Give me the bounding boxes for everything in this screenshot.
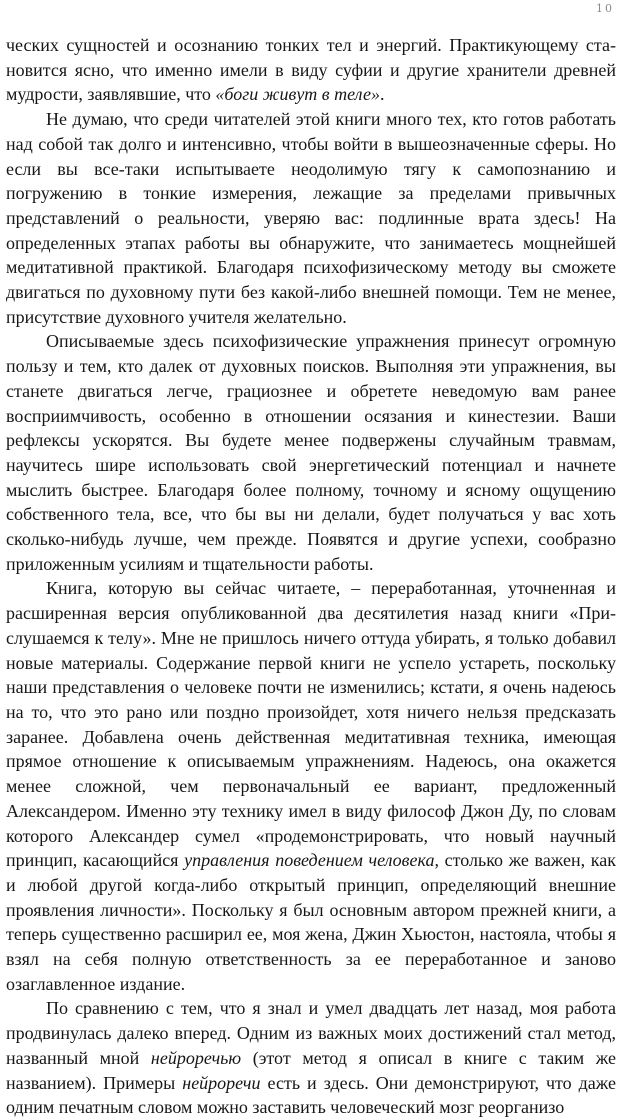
- text-run: столько же важен, как и любой другой когда-либо открытый принцип, определяющий внешние проявления личности». Поскольку я был основным автором прежней книги, а теперь существенно расширил ее, моя жена, Джин Хьюстон, настояла, чтобы я взял на себя полную ответственность за ее переработанное и заново озаглавленное издание.: [6, 850, 617, 994]
- text-run: Не думаю, что среди читателей этой книги много тех, кто готов работать над собой так долго и интенсивно, чтобы войти в вышеозначенные сферы. Но если вы все-таки испытываете неодолимую тягу к самопознанию и погружению в тонкие измерения, лежащие за пределами привычных представлений о реальности, уверяю вас: подлинные врата здесь! На определенных этапах работы вы обнаружите, что занимаетесь мощнейшей медитативной практикой. Благодаря психофизическому методу вы сможете двигаться по духовному пути без какой-либо внешней помощи. Тем не менее, присутствие духовного учителя желательно.: [6, 109, 616, 327]
- paragraph-p1: [6, 33, 616, 107]
- italic-run: нейроречью: [150, 1047, 242, 1068]
- text-run: Описываемые здесь психофизические упражнения принесут огромную пользу и тем, кто далек от духовных поисков. Выполняя эти упражнения, вы станете двигаться легче, грациознее и обретете неведомую вам ранее восприимчивость, особенно в отношении осязания и кинестезии. Ваши рефлексы ускорятся. Вы будете менее подвержены случайным травмам, научитесь шире использовать свой энергетический потенциал и начнете мыслить быстрее. Благодаря более полному, точному и ясному ощущению собственного тела, все, что бы вы ни делали, будет получаться у вас хоть сколько-нибудь лучше, чем прежде. Появятся и другие успехи, сообразно приложенным усилиям и тщательности работы.: [6, 331, 616, 574]
- paragraph-p3: [6, 329, 616, 576]
- paragraph-p5: [6, 996, 616, 1120]
- italic-run: нейроречи: [182, 1072, 261, 1093]
- text-run: .: [379, 84, 385, 105]
- text-run: есть и здесь. Они демонстрируют, что даже одним печатным словом можно заставить человеческий мозг реорганизо: [6, 1072, 616, 1118]
- text-run: По сравнению с тем, что я знал и умел двадцать лет назад, моя работа продвинулась далеко вперед. Одним из важных моих достижений стал метод, названный мной: [6, 998, 616, 1068]
- italic-run: «боги живут в теле»: [215, 84, 380, 105]
- paragraph-p4: [6, 576, 616, 996]
- italic-run: управления поведением человека,: [184, 850, 439, 871]
- text-run: Книга, которую вы сейчас читаете, – переработанная, уточненная и расширенная версия опубликованной два десятилетия назад книги «Прислушаемся к телу». Мне не пришлось ничего оттуда убирать, я только добавил новые материалы. Содержание первой книги не успело устареть, поскольку наши представления о человеке почти не изменились; кстати, я очень надеюсь на то, что это рано или поздно произойдет, хотя ничего нельзя предсказать заранее. Добавлена очень действенная медитативная техника, имеющая прямое отношение к описываемым упражнениям. Надеюсь, она окажется менее сложной, чем первоначальный ее вариант, предложенный Александером. Именно эту технику имел в виду философ Джон Ду, по словам которого Александер сумел «продемонстрировать, что новый научный принцип, касающийся: [6, 578, 616, 871]
- text-run: ческих сущностей и осознанию тонких тел и энергий. Практикующему становится ясно, что именно имели в виду суфии и другие хранители древней мудрости, заявлявшие, что: [6, 35, 616, 105]
- page-number: 10: [596, 2, 614, 15]
- body-text: [6, 33, 616, 1120]
- paragraph-p2: [6, 107, 616, 329]
- text-run: (этот метод я описал в книге с таким же названием). Примеры: [6, 1047, 616, 1093]
